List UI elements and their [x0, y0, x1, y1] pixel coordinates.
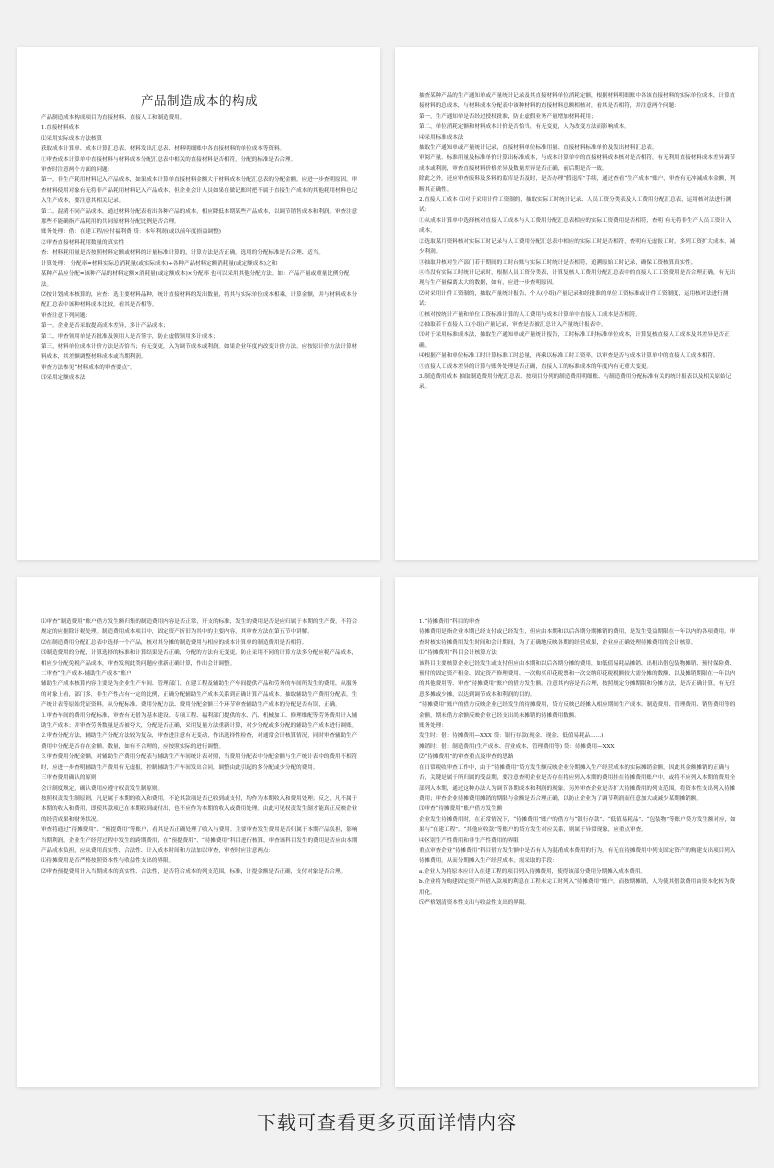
paragraph: ⑶采用定额成本法	[41, 375, 86, 382]
page-body	[41, 113, 358, 384]
paragraph: ⑵“待摊费用”的审查重点及审查的思路	[419, 754, 514, 761]
paragraph: 审查方法参见“材料成本的审查要点”。	[41, 364, 136, 371]
paragraph: ⑷采用标准成本法	[419, 134, 464, 141]
paragraph: 第一，企业是否采取提高成本差异，多计产品成本；	[41, 323, 169, 330]
document-page-4	[395, 577, 758, 1087]
paragraph: 1.直接材料成本	[41, 125, 80, 132]
paragraph: 企业发生待摊费用时，在正常情况下，“待摊费用”账户的借方与“银行存款”、“低值易耗品”、“包装物”等账户贷方发生额对应，如果与“在建工程”、“其他应收款”等账户的贷方发生对应关系，则属于异常现象，应重点审查。	[419, 816, 736, 834]
paragraph: ⑴采用实际成本方法核算	[41, 135, 103, 142]
paragraph: ⑶对于采用标准成本法，抽取生产通知单或产量统计报告，工时标准工时标准单位成本，计算复核直接人工成本及其差异是否正确。	[419, 332, 730, 349]
paragraph: 三审查费用确认的原则	[41, 775, 97, 782]
paragraph: 审查注意下列问题：	[41, 312, 91, 319]
paragraph: 摊销时：借：制造费用(生产成本、营业成本、管理费用等) 贷：待摊费用—XXX	[419, 743, 615, 750]
paragraph: ⑵审查预提费用计入当期成本的真实性、合法性，是否符合成本的列支范围，标准，计提金额是否正确，支付对象是否合理。	[41, 868, 347, 875]
paragraph: 审查时注意两个方面的问题：	[41, 167, 114, 174]
paragraph: ⑸严格划清资本性支出与收益性支出的界限。	[419, 899, 530, 906]
paragraph: ⒊审查费用分配金额，对辅助生产费用分配表与辅助生产车间统计表对照，当费用分配表中分配金额与生产统计表中的费用不相符时，应进一步查明辅助生产费用有无虚报，控制辅助生产车间发出合同，调整由此引起的多分配或少分配的费用。	[41, 754, 358, 771]
page-body	[41, 617, 358, 877]
paragraph: 该科目主要核算企业已经发生或支付但应由本期和以后各期分摊的费用，如低值易耗品摊销、出租出借包装物摊销、预付保险费、预付的固定资产租金、固定资产修理费用、一次购买印花税票和一次交纳印花税税额较大需分摊的数额、以及摊销期限在一年以内的其他费用等。审查“待摊费用”账户的借方发生额，注意其内容是否合理，按照规定分摊期限和分摊方法，是否正确计算，有无任意多摊或少摊，以达到调节成本和利润的目的。	[419, 660, 736, 698]
page-body	[419, 91, 736, 393]
paragraph: 2.直接人工成本 ⑴对于采用计件工资制的，抽取实际工时统计记录、人员工资分类表及人工费用分配汇总表，运用核对法进行测试：	[419, 197, 732, 214]
paragraph: ②审查直接材料耗用数量的真实性	[41, 239, 125, 246]
paragraph: 第一，生产通知单是否经过授权批准，防止虚假业务产量增加材料耗用；	[419, 113, 597, 120]
paragraph: ⑶制造费用的分配，计算选择的标准和计算结果是否正确，分配的方法有无变更，防止采用不同的计算方法多分配应税产品成本，相应少分配免税产品成本，审查发现此类问题应重新正确计算，作出会计调整。	[41, 650, 358, 667]
paragraph: 获取成本计算单、成本计算汇总表、材料发出汇总表、材料明细账中各直接材料的单位成本等资料。	[41, 146, 286, 153]
paragraph: ③抽取并核对生产部门若干期间的工时台账与实际工时统计是否相符，追溯原始工时记录，确保工资核算真实性。	[419, 259, 697, 266]
paragraph: 抽取生产通知单或产量统计记录，直接材料单位标准用量、直接材料标准单价及发出材料汇总表。	[419, 145, 658, 152]
document-title: 产品制造成本的构成	[140, 93, 258, 108]
paragraph: ②抽取若干直接人工(小组)产量记录，审查是否被汇总计入产量统计报表中。	[419, 321, 607, 328]
page-body	[419, 617, 736, 908]
paragraph: 按照权责发生制原则，凡是属于本期的收入和费用，不论其款项是否已收到或支付，均作为本期收入和费用处理；反之，凡不属于本期的收入和费用，即使其款项已在本期收到或付出，也不应作为本期的收入或费用处理。由此可见权责发生制才能真正反映企业的经营成果和财务状况。	[41, 795, 358, 823]
paragraph: 产品制造成本构成项目为直接材料、直接人工和制造费用。	[41, 115, 186, 121]
paragraph: ⑴“待摊费用”科目会计核算方法	[419, 650, 497, 657]
paragraph: 审查将通过“待摊费用”、“预提费用”等账户，看其是否正确处理了收入与费用。主要审查发生费用是否归属于本期产品负担，影响当期利润。企业生产经营过程中发生的跨期费用，在“预提费用”、“待摊费用”科目进行核算，审查该科目发生的费用是否应由本期产品成本负担，应从费用真实性、合法性、计入成本时间和方法加以审查，审查时应注意两点：	[41, 827, 358, 854]
paragraph: 发生时：借：待摊费用—XXX 贷：银行存款(现金、现金、低值易耗品……)	[419, 733, 604, 740]
document-page-2	[395, 47, 758, 560]
paragraph: 账务处理：	[419, 723, 447, 730]
paragraph: 待摊费用是指企业本期已经支付或已经发生，但应由本期和以后各期分期摊销的费用，是发生受益期限在一年以内的各项费用。审查时核实待摊费用发生时间和会计期间，为了正确地反映各期的经营成果，企业应正确处理待摊费用的会计核算。	[419, 629, 736, 646]
paragraph: 在日常税收审查工作中，由于“待摊费用”贷方发生额反映企业分期摊入生产经营成本的实际摊销金额，因此其金额摊销的正确与否，关键是属于所归属的受益期，要注意查明企业是否存在将应列入本期的费用挂在待摊费用账户中，或将不应列入本期的费用全部列入本期，通过这种办法人为调节各期成本和利润的现象。另外审查企业是否扩大待摊费用的列支范围，将资本性支出列入待摊费用；审查企业待摊费用摊销的期限与金额是否合理正确，以防止企业为了调节利润而任意加大或减少某期摊销额。	[419, 764, 736, 802]
paragraph: 会计制度规定，确认费用应遵守权责发生制原则。	[41, 785, 164, 792]
paragraph: 账务处理：借：在建工程/应付福利费 贷：本年利润(或以前年度损益调整)	[41, 229, 221, 236]
paragraph: ⑷区别生产性费用和非生产性费用的界限	[419, 837, 519, 844]
paragraph: ⑵对采用计件工资制的，抽取产量统计报告、个人(小组)产量记录和经批准的单位工资标准或计件工资制度，运用核对法进行测试：	[419, 290, 729, 308]
paragraph: b.企业将为购建固定资产所借入款项的利息在工程未完工时列入“待摊费用”账户，而按期摊销，人为使其借款费用由资本化转为费用化。	[419, 879, 736, 896]
paragraph: ⑤直接人工成本差异的计算与账务处理是否正确，直接人工的标准成本的年度内有无重大变更。	[419, 363, 652, 370]
paragraph: 第二，审查领用单是否批准及领用人是否签字，防止虚假领用多计成本；	[41, 333, 219, 340]
paragraph: a.企业人为将原本应计入在建工程的项目列入待摊费用，使得该部分费用分期摊入成本费用。	[419, 868, 646, 875]
paragraph: ⑵按计划成本核算的，应查：选主要材料品种，统计直接材料的发出数量，将其与实际单位成本相乘，计算金额，并与材料成本分配汇总表中该种材料成本比较，看其是否相等。	[41, 291, 358, 309]
paragraph: 第二，单位消耗定额和材料成本计价是否恰当，有无变更，人为改变方法而影响成本。	[419, 124, 630, 131]
paragraph: 第三，材料单位成本计价方法是否恰当；有无变更，入为调节成本或利润。如果企业年度内改变计价方法，应按原计价方法计算材料成本，其差额调整材料成本或当期利润。	[41, 343, 358, 361]
paragraph: ⑷根据产量和单位标准工时计算标准工时总量，再乘以标准工时工资率，以审查是否与成本计算单中的直接人工成本相符。	[419, 353, 719, 360]
paragraph: ①从成本计算单中选择核对直接人工成本与人工费用分配汇总表相应的实际工资费用是否相符，查明 有无将非生产人员工资计入成本。	[419, 217, 732, 235]
paragraph: ⑶审查“待摊费用”账户借方发生额	[419, 806, 503, 813]
paragraph: 第二，混淆不同产品成本，通过材料分配表看出各种产品的成本，相应降低本期某些产品成本，以调节销售成本和利润。审查注意那些不能确指产品耗用的共同原材料分配比例是否合理。	[41, 208, 358, 226]
paragraph: 1.“待摊费用”科目的审查	[419, 619, 480, 625]
paragraph: 辅助生产成本核算内容主要是为企业生产车间、管理部门、在建工程及辅助生产车间提供产品和劳务的车间所发生的费用，从服务的对象上看，部门多，非生产性占有一定的比例，正确分配辅助生产成本关系到正确计算产品成本。抽取辅助生产费用分配表，生产统计表等原始凭证资料，从分配标准、费用分配方法、费用分配金额三个环节审查辅助生产成本的分配是否有误，正确。	[41, 681, 358, 709]
paragraph: 查：材料耗用量是否按照材料定额或材料的计量标准计算的，计算方法是否正确，选用的分配标准是否合理、适当。	[41, 250, 324, 257]
paragraph: 3.制造费用成本 抽取制造费用分配汇总表、按项目分列的制造费用明细账、与制造费用分配标准有关的统计报表以及相关原始记录。	[419, 373, 732, 391]
paragraph: 审阅产量、标准用量及标准单价计算出标准成本，与成本计算单中的直接材料成本核对是否相符，有无利用直接材料成本差异调节成本或利润，审查直接材料价格差异及数量差异是否正确，前后期是否一致。	[419, 155, 736, 172]
paragraph: ⑵在制造费用分配汇总表中选择一个产品，核对其分摊的制造费用与相应的成本计算单的制造费用是否相符。	[41, 639, 308, 646]
paragraph: ⑴待摊费用是否严格按照资本性与收益性支出的界限。	[41, 858, 175, 865]
paragraph: ②选取某月资料核对实际工时记录与人工费用分配汇总表中相应的实际工时是否相符，查明有无虚报工时，多列工资扩大成本，减少利润。	[419, 238, 736, 256]
paragraph: ⒉审查分配方法，辅助生产分配方法较为复杂，审查进注意有无变动，作出选择性检查，对通常会计核算情况，同时审查辅助生产费用中分配是否存在金额、数量，如有不合理的，应按照实际的进行调整。	[41, 733, 358, 750]
paragraph: ⑴审查“制造费用”账户借方发生额归集的制造费用内容是否正常，开支的标准，发生的费用是否是应归属于本期的生产费，不符合规定的应据除计税处理。制造费用成本项目中，固定资产折旧为其中的主要内容，其审查方法在第五节中讲解。	[41, 619, 358, 636]
paragraph: ①审查成本计算单中直接材料与材料成本分配汇总表中相关的直接材料是否相符，分配的标准是否合理。	[41, 156, 297, 163]
paragraph: ⒈审查车间的费用分配标准，审查有无借为基本建设、专项工程、福利部门提供的水、汽、机械加工、修理维配等劳务费用计入辅助生产成本；并审查劳务数量是否被夸大，分配是否正确，采用复量方法重新计算，对少分配或多分配的辅助生产成本进行调账。	[41, 712, 358, 730]
document-page-3	[17, 577, 380, 1087]
paragraph: 某种产品应分配=该种产品的材料定额×消耗量(或定额成本)×分配率 也可以采用其他分配方法。如：产品产量或重量比例分配法。	[41, 271, 350, 288]
document-page-1	[17, 47, 380, 560]
paragraph: 重点审查企业“待摊费用”科目借方发生额中是否有人为混淆成本费用的行为，有无在待摊费用中列支固定资产的购建支出项目列入待摊费用，从而分期摊入生产经营成本，需采取的手段：	[419, 847, 736, 865]
paragraph: “待摊费用”账户的借方反映企业已经发生的待摊费用，贷方反映已经摊入相应期间生产成本、制造费用、管理费用、销售费用等的金额，期末借方余额反映企业已经支出尚未摊销的待摊费用数额。	[419, 702, 736, 719]
paragraph: ④当没有实际工时统计记录时，根据人员工资分类表，计算复核人工费用分配汇总表中的直接人工工资费用是否合理正确，有无出现与生产量偏离太大的数据，如有，应进一步查明原因。	[419, 269, 736, 287]
paragraph: ①核对按统计产量和单位工资标准计算的人工费用与成本计算单中直接人工成本是否相符。	[419, 311, 641, 318]
paragraph: 第一，非生产耗用材料记入产品成本，如果成本计算单直接材料金额大于材料成本分配汇总表的分配金额，应进一步查明原因，审查材料使用对象有无将非产品耗用材料记入产品成本，但企业会计人员如果在做记账时把不属于直接生产成本的其他耗用材料也记入生产成本，要注意其相关记录。	[41, 177, 358, 205]
paragraph: 除此之外，还应审查废料及多料的监库是否及时，是否办理“假退库”手续，通过查看“生产成本”账户，审查有无冲减成本金额，判断其正确性。	[419, 176, 736, 193]
paragraph: 抽查某种产品的生产通知单或产量统计记录及其直接材料单位消耗定额，根据材料明细账中各该直接材料的实际单位成本，计算直接材料的总成本，与材料成本分配表中该种材料的直接材料总额相核对，看其是否相符，并注意两个问题：	[419, 93, 736, 110]
paragraph: 计算处理： 分配率=材料实际总消耗量(或实际成本)÷各种产品材料定额消耗量(或定额成本)之和	[41, 260, 278, 267]
paragraph: 二审查“生产成本-辅助生产成本”账户	[41, 671, 132, 678]
download-more-caption: 下载可查看更多页面详情内容	[256, 1112, 517, 1134]
